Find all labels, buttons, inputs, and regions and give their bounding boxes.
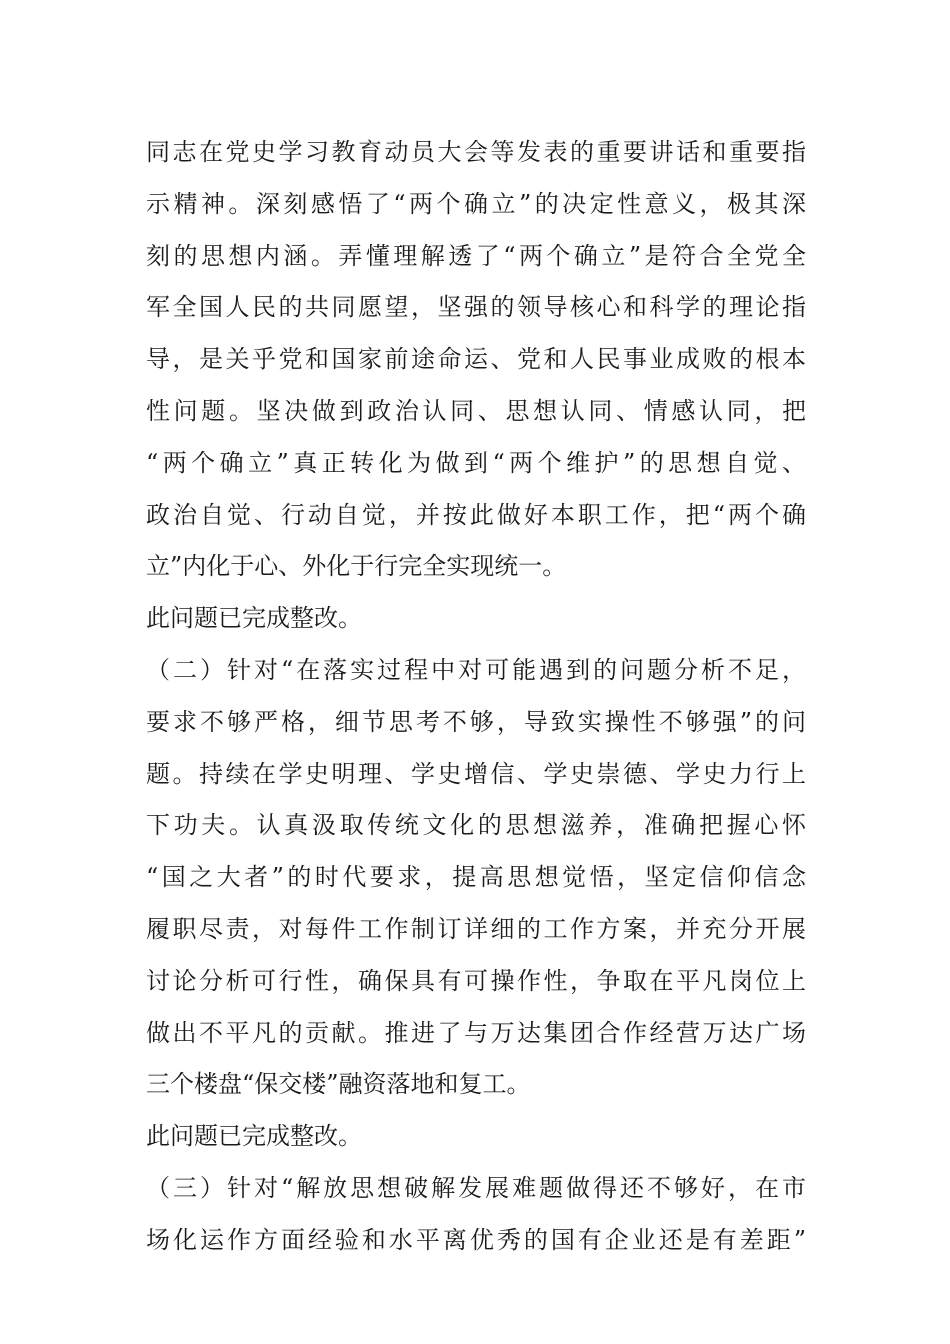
text-line: 示精神。深刻感悟了“两个确立”的决定性意义，极其深 [146,189,806,218]
text-line: “国之大者”的时代要求，提高思想觉悟，坚定信仰信念 [146,863,806,892]
text-line: 场化运作方面经验和水平离优秀的国有企业还是有差距” [146,1225,806,1254]
text-line: 刻的思想内涵。弄懂理解透了“两个确立”是符合全党全 [146,241,806,270]
text-line: 立”内化于心、外化于行完全实现统一。 [146,552,567,581]
text-line: 军全国人民的共同愿望，坚强的领导核心和科学的理论指 [146,293,806,322]
text-line: 讨论分析可行性，确保具有可操作性，争取在平凡岗位上 [146,966,806,995]
text-line: 政治自觉、行动自觉，并按此做好本职工作，把“两个确 [146,500,806,529]
document-body [146,127,806,1267]
text-line: 题。持续在学史明理、学史增信、学史崇德、学史力行上 [146,759,806,788]
text-line: 同志在党史学习教育动员大会等发表的重要讲话和重要指 [146,138,806,166]
text-line: （三）针对“解放思想破解发展难题做得还不够好，在市 [146,1173,806,1202]
text-line: 要求不够严格，细节思考不够，导致实操性不够强”的问 [146,707,806,736]
text-line: 此问题已完成整改。 [146,604,362,633]
text-line: “两个确立”真正转化为做到“两个维护”的思想自觉、 [146,448,806,477]
text-line: 导，是关乎党和国家前途命运、党和人民事业成败的根本 [146,345,806,374]
text-line: 履职尽责，对每件工作制订详细的工作方案，并充分开展 [146,914,806,943]
text-line: 性问题。坚决做到政治认同、思想认同、情感认同，把 [146,396,806,425]
text-line: 做出不平凡的贡献。推进了与万达集团合作经营万达广场 [146,1018,806,1047]
text-line: 三个楼盘“保交楼”融资落地和复工。 [146,1070,531,1099]
text-line: 下功夫。认真汲取传统文化的思想滋养，准确把握心怀 [146,811,806,840]
text-line: 此问题已完成整改。 [146,1122,362,1151]
text-line: （二）针对“在落实过程中对可能遇到的问题分析不足， [146,655,806,684]
